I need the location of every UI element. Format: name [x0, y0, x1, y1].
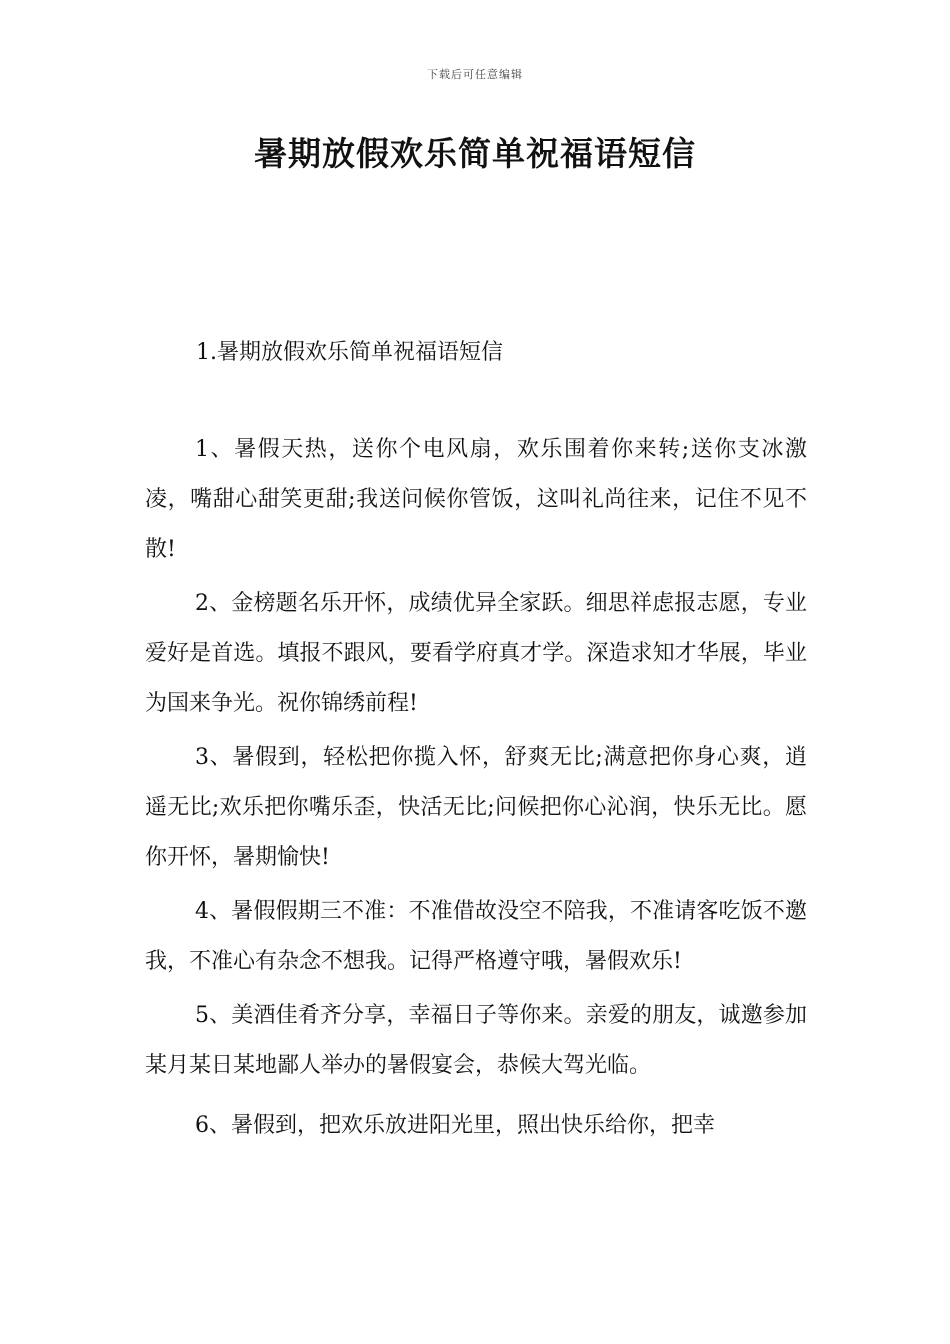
- paragraph-4: 4、暑假假期三不准：不准借故没空不陪我，不准请客吃饭不邀我，不准心有杂念不想我。记得严格遵守哦，暑假欢乐!: [145, 899, 807, 974]
- paragraph-6: 6、暑假到，把欢乐放进阳光里，照出快乐给你，把幸: [195, 1113, 715, 1138]
- paragraph-1: 1、暑假天热，送你个电风扇，欢乐围着你来转;送你支冰激凌，嘴甜心甜笑更甜;我送问候你管饭，这叫礼尚往来，记住不见不散!: [145, 437, 807, 562]
- paragraph-5: 5、美酒佳肴齐分享，幸福日子等你来。亲爱的朋友，诚邀参加某月某日某地鄙人举办的暑假宴会，恭候大驾光临。: [145, 1003, 807, 1078]
- section-heading: 1.暑期放假欢乐简单祝福语短信: [196, 340, 503, 365]
- document-title: 暑期放假欢乐简单祝福语短信: [254, 134, 696, 173]
- header-note: 下载后可任意编辑: [427, 68, 523, 81]
- paragraph-2: 2、金榜题名乐开怀，成绩优异全家跃。细思祥虑报志愿，专业爱好是首选。填报不跟风，要看学府真才学。深造求知才华展，毕业为国来争光。祝你锦绣前程!: [145, 591, 807, 716]
- paragraph-3: 3、暑假到，轻松把你揽入怀，舒爽无比;满意把你身心爽，逍遥无比;欢乐把你嘴乐歪，快活无比;问候把你心沁润，快乐无比。愿你开怀，暑期愉快!: [145, 745, 807, 870]
- document-body: [145, 425, 807, 1155]
